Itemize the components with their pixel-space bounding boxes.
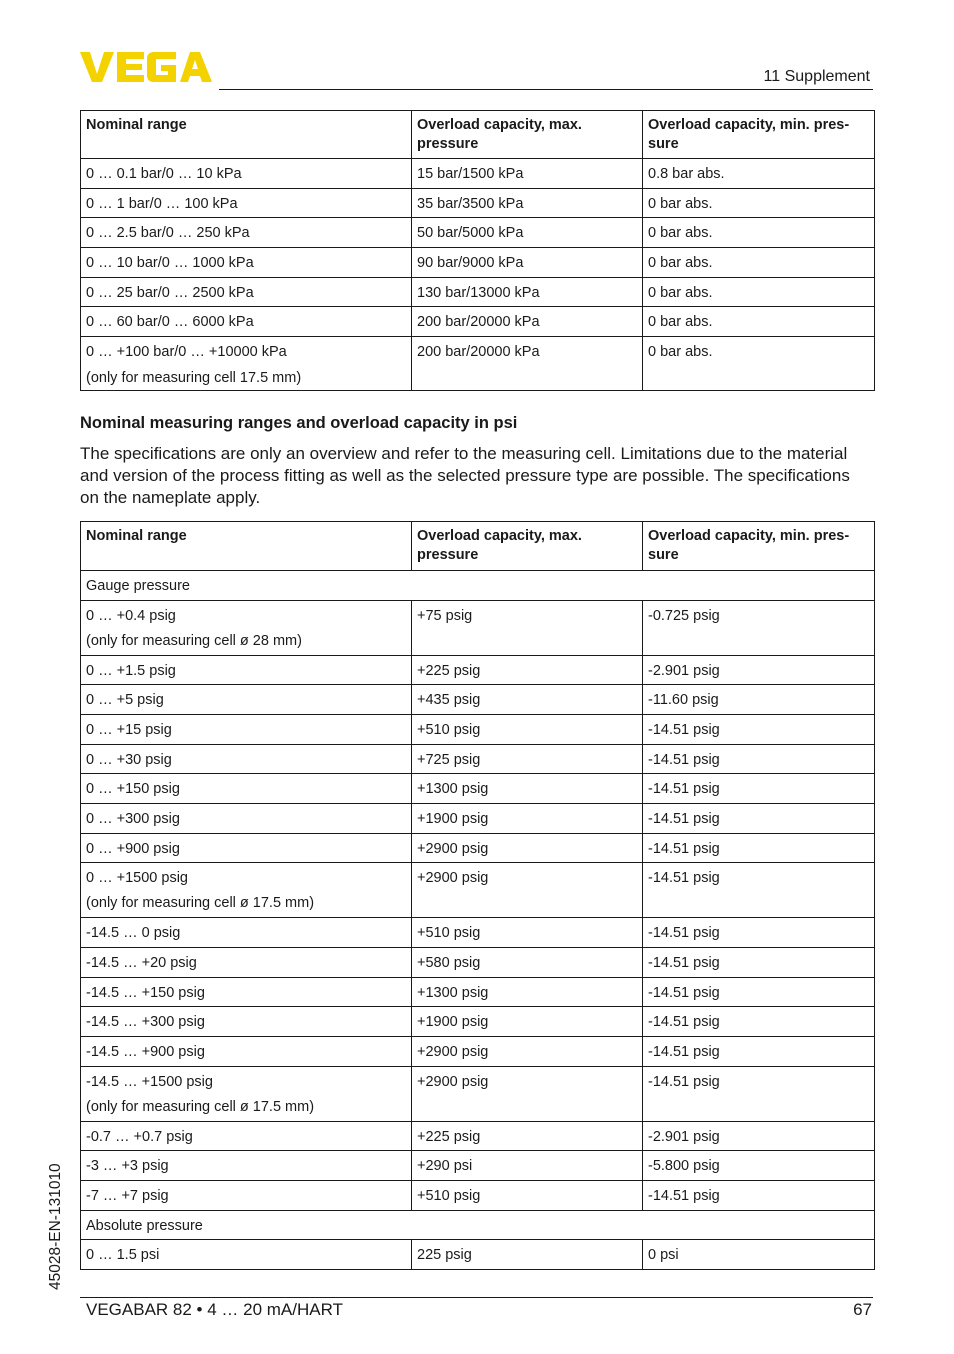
cell-nominal-range — [81, 977, 412, 1007]
cell-overload-max: +2900 psig — [412, 1066, 643, 1121]
cell-overload-min: 0 bar abs. — [643, 218, 875, 248]
range-value: 0 … +100 bar/0 … +10000 kPa — [86, 344, 287, 361]
table-row — [81, 918, 875, 948]
cell-overload-min: -11.60 psig — [643, 685, 875, 715]
cell-overload-max: 225 psig — [412, 1240, 643, 1270]
cell-nominal-range — [81, 1240, 412, 1270]
table-group-row — [81, 1210, 875, 1240]
table-row — [81, 1007, 875, 1037]
range-value: -3 … +3 psig — [86, 1158, 169, 1175]
cell-nominal-range — [81, 1151, 412, 1181]
table-row — [81, 248, 875, 278]
cell-nominal-range — [81, 655, 412, 685]
table-row — [81, 1240, 875, 1270]
cell-overload-min: -14.51 psig — [643, 803, 875, 833]
table-row — [81, 1181, 875, 1211]
table-row — [81, 948, 875, 978]
range-value: 0 … 10 bar/0 … 1000 kPa — [86, 255, 254, 272]
cell-overload-max: +2900 psig — [412, 863, 643, 918]
cell-overload-max: +225 psig — [412, 1121, 643, 1151]
cell-overload-min: -14.51 psig — [643, 744, 875, 774]
cell-overload-max: +225 psig — [412, 655, 643, 685]
cell-nominal-range — [81, 863, 412, 918]
range-value: -14.5 … +1500 psig — [86, 1073, 213, 1090]
cell-overload-max: 50 bar/5000 kPa — [412, 218, 643, 248]
cell-overload-max: +510 psig — [412, 1181, 643, 1211]
cell-nominal-range — [81, 714, 412, 744]
section-heading: Nominal measuring ranges and overload capacity in psi — [80, 414, 518, 432]
range-value: 0 … +30 psig — [86, 751, 172, 768]
footer-title: VEGABAR 82 • 4 … 20 mA/HART — [86, 1300, 343, 1319]
table-row — [81, 685, 875, 715]
range-value: -7 … +7 psig — [86, 1188, 169, 1205]
column-header: Overload capacity, max. pressure — [412, 522, 643, 571]
range-value: 0 … +5 psig — [86, 692, 164, 709]
footer-rule — [80, 1297, 873, 1298]
cell-overload-min: -14.51 psig — [643, 977, 875, 1007]
table-row — [81, 863, 875, 918]
cell-nominal-range — [81, 1181, 412, 1211]
range-note: (only for measuring cell 17.5 mm) — [86, 370, 302, 387]
cell-nominal-range — [81, 188, 412, 218]
document-id: 45028-EN-131010 — [47, 1163, 64, 1290]
cell-overload-min: -2.901 psig — [643, 655, 875, 685]
cell-overload-max: +1900 psig — [412, 1007, 643, 1037]
range-value: -14.5 … +150 psig — [86, 984, 205, 1001]
cell-overload-max: +435 psig — [412, 685, 643, 715]
range-note: (only for measuring cell ø 28 mm) — [86, 632, 302, 649]
cell-overload-min: -14.51 psig — [643, 833, 875, 863]
bar-range-table — [80, 110, 875, 391]
vega-logo — [80, 50, 212, 84]
table-row — [81, 337, 875, 391]
cell-overload-max: +1300 psig — [412, 977, 643, 1007]
cell-nominal-range — [81, 744, 412, 774]
cell-overload-min: 0 bar abs. — [643, 277, 875, 307]
cell-nominal-range — [81, 600, 412, 655]
cell-overload-min: -14.51 psig — [643, 1066, 875, 1121]
cell-nominal-range — [81, 774, 412, 804]
cell-overload-max: +290 psi — [412, 1151, 643, 1181]
cell-overload-min: -14.51 psig — [643, 1007, 875, 1037]
cell-overload-max: 130 bar/13000 kPa — [412, 277, 643, 307]
column-header: Overload capacity, min. pres-sure — [643, 522, 875, 571]
cell-nominal-range — [81, 159, 412, 189]
cell-nominal-range — [81, 1066, 412, 1121]
table-row — [81, 774, 875, 804]
cell-nominal-range — [81, 1007, 412, 1037]
psi-range-table — [80, 521, 875, 1270]
cell-overload-min: 0 bar abs. — [643, 248, 875, 278]
table-row — [81, 655, 875, 685]
cell-overload-min: -14.51 psig — [643, 714, 875, 744]
cell-nominal-range — [81, 337, 412, 391]
cell-nominal-range — [81, 1121, 412, 1151]
cell-overload-min: -14.51 psig — [643, 1037, 875, 1067]
table-row — [81, 833, 875, 863]
cell-overload-max: 35 bar/3500 kPa — [412, 188, 643, 218]
range-value: 0 … +0.4 psig — [86, 607, 176, 624]
table-header-row — [81, 522, 875, 571]
table-row — [81, 600, 875, 655]
range-value: 0 … +300 psig — [86, 810, 180, 827]
range-value: -14.5 … 0 psig — [86, 925, 181, 942]
cell-overload-min: -2.901 psig — [643, 1121, 875, 1151]
table-row — [81, 218, 875, 248]
column-header: Nominal range — [81, 111, 412, 159]
cell-overload-max: 15 bar/1500 kPa — [412, 159, 643, 189]
table-row — [81, 1037, 875, 1067]
cell-nominal-range — [81, 218, 412, 248]
table-group-row — [81, 571, 875, 601]
range-value: 0 … +1.5 psig — [86, 662, 176, 679]
table-row — [81, 977, 875, 1007]
table-row — [81, 159, 875, 189]
cell-overload-max: +75 psig — [412, 600, 643, 655]
cell-overload-min: 0 bar abs. — [643, 337, 875, 391]
cell-overload-max: 200 bar/20000 kPa — [412, 337, 643, 391]
range-value: -14.5 … +900 psig — [86, 1044, 205, 1061]
group-label: Gauge pressure — [81, 571, 875, 601]
cell-overload-max: +2900 psig — [412, 1037, 643, 1067]
cell-overload-min: -14.51 psig — [643, 1181, 875, 1211]
range-value: 0 … 0.1 bar/0 … 10 kPa — [86, 166, 242, 182]
column-header: Overload capacity, max. pressure — [412, 111, 643, 159]
cell-nominal-range — [81, 277, 412, 307]
cell-overload-max: +2900 psig — [412, 833, 643, 863]
range-value: 0 … +150 psig — [86, 781, 180, 798]
cell-nominal-range — [81, 248, 412, 278]
range-value: -14.5 … +20 psig — [86, 955, 197, 971]
intro-paragraph: The specifications are only an overview and refer to the measuring cell. Limitations due to the material and version of the process fitting as well as the selected pressure type are possible. The specifications on the nameplate apply. — [80, 444, 850, 507]
cell-nominal-range — [81, 685, 412, 715]
cell-overload-min: -5.800 psig — [643, 1151, 875, 1181]
range-value: 0 … +1500 psig — [86, 870, 188, 887]
cell-overload-min: -14.51 psig — [643, 918, 875, 948]
cell-nominal-range — [81, 307, 412, 337]
cell-overload-min: -14.51 psig — [643, 948, 875, 978]
header-rule — [219, 89, 873, 90]
section-label: 11 Supplement — [763, 68, 870, 85]
column-header: Nominal range — [81, 522, 412, 571]
table-row — [81, 714, 875, 744]
table-row — [81, 1066, 875, 1121]
table-row — [81, 277, 875, 307]
range-value: 0 … 1.5 psi — [86, 1247, 160, 1264]
table-row — [81, 188, 875, 218]
table-row — [81, 1121, 875, 1151]
range-value: -0.7 … +0.7 psig — [86, 1128, 193, 1145]
cell-overload-max: +1900 psig — [412, 803, 643, 833]
cell-overload-min: -0.725 psig — [643, 600, 875, 655]
range-value: 0 … +900 psig — [86, 840, 180, 857]
cell-nominal-range — [81, 1037, 412, 1067]
cell-overload-max: 90 bar/9000 kPa — [412, 248, 643, 278]
cell-overload-max: +580 psig — [412, 948, 643, 978]
range-note: (only for measuring cell ø 17.5 mm) — [86, 895, 315, 912]
cell-nominal-range — [81, 918, 412, 948]
cell-overload-min: 0.8 bar abs. — [643, 159, 875, 189]
range-value: 0 … 60 bar/0 … 6000 kPa — [86, 314, 254, 331]
cell-overload-max: +725 psig — [412, 744, 643, 774]
range-note: (only for measuring cell ø 17.5 mm) — [86, 1098, 315, 1115]
range-value: -14.5 … +300 psig — [86, 1014, 205, 1031]
cell-overload-min: 0 bar abs. — [643, 188, 875, 218]
page-number: 67 — [853, 1300, 872, 1319]
range-value: 0 … 1 bar/0 … 100 kPa — [86, 195, 238, 212]
cell-overload-max: 200 bar/20000 kPa — [412, 307, 643, 337]
cell-nominal-range — [81, 833, 412, 863]
table-row — [81, 803, 875, 833]
cell-nominal-range — [81, 948, 412, 978]
cell-overload-max: +510 psig — [412, 918, 643, 948]
table-row — [81, 307, 875, 337]
cell-overload-max: +1300 psig — [412, 774, 643, 804]
cell-overload-min: 0 bar abs. — [643, 307, 875, 337]
column-header: Overload capacity, min. pres-sure — [643, 111, 875, 159]
cell-overload-min: -14.51 psig — [643, 863, 875, 918]
table-header-row — [81, 111, 875, 159]
cell-overload-max: +510 psig — [412, 714, 643, 744]
range-value: 0 … 25 bar/0 … 2500 kPa — [86, 284, 254, 301]
cell-nominal-range — [81, 803, 412, 833]
table-row — [81, 744, 875, 774]
range-value: 0 … 2.5 bar/0 … 250 kPa — [86, 225, 250, 242]
range-value: 0 … +15 psig — [86, 721, 172, 738]
group-label: Absolute pressure — [81, 1210, 875, 1240]
table-row — [81, 1151, 875, 1181]
cell-overload-min: -14.51 psig — [643, 774, 875, 804]
cell-overload-min: 0 psi — [643, 1240, 875, 1270]
